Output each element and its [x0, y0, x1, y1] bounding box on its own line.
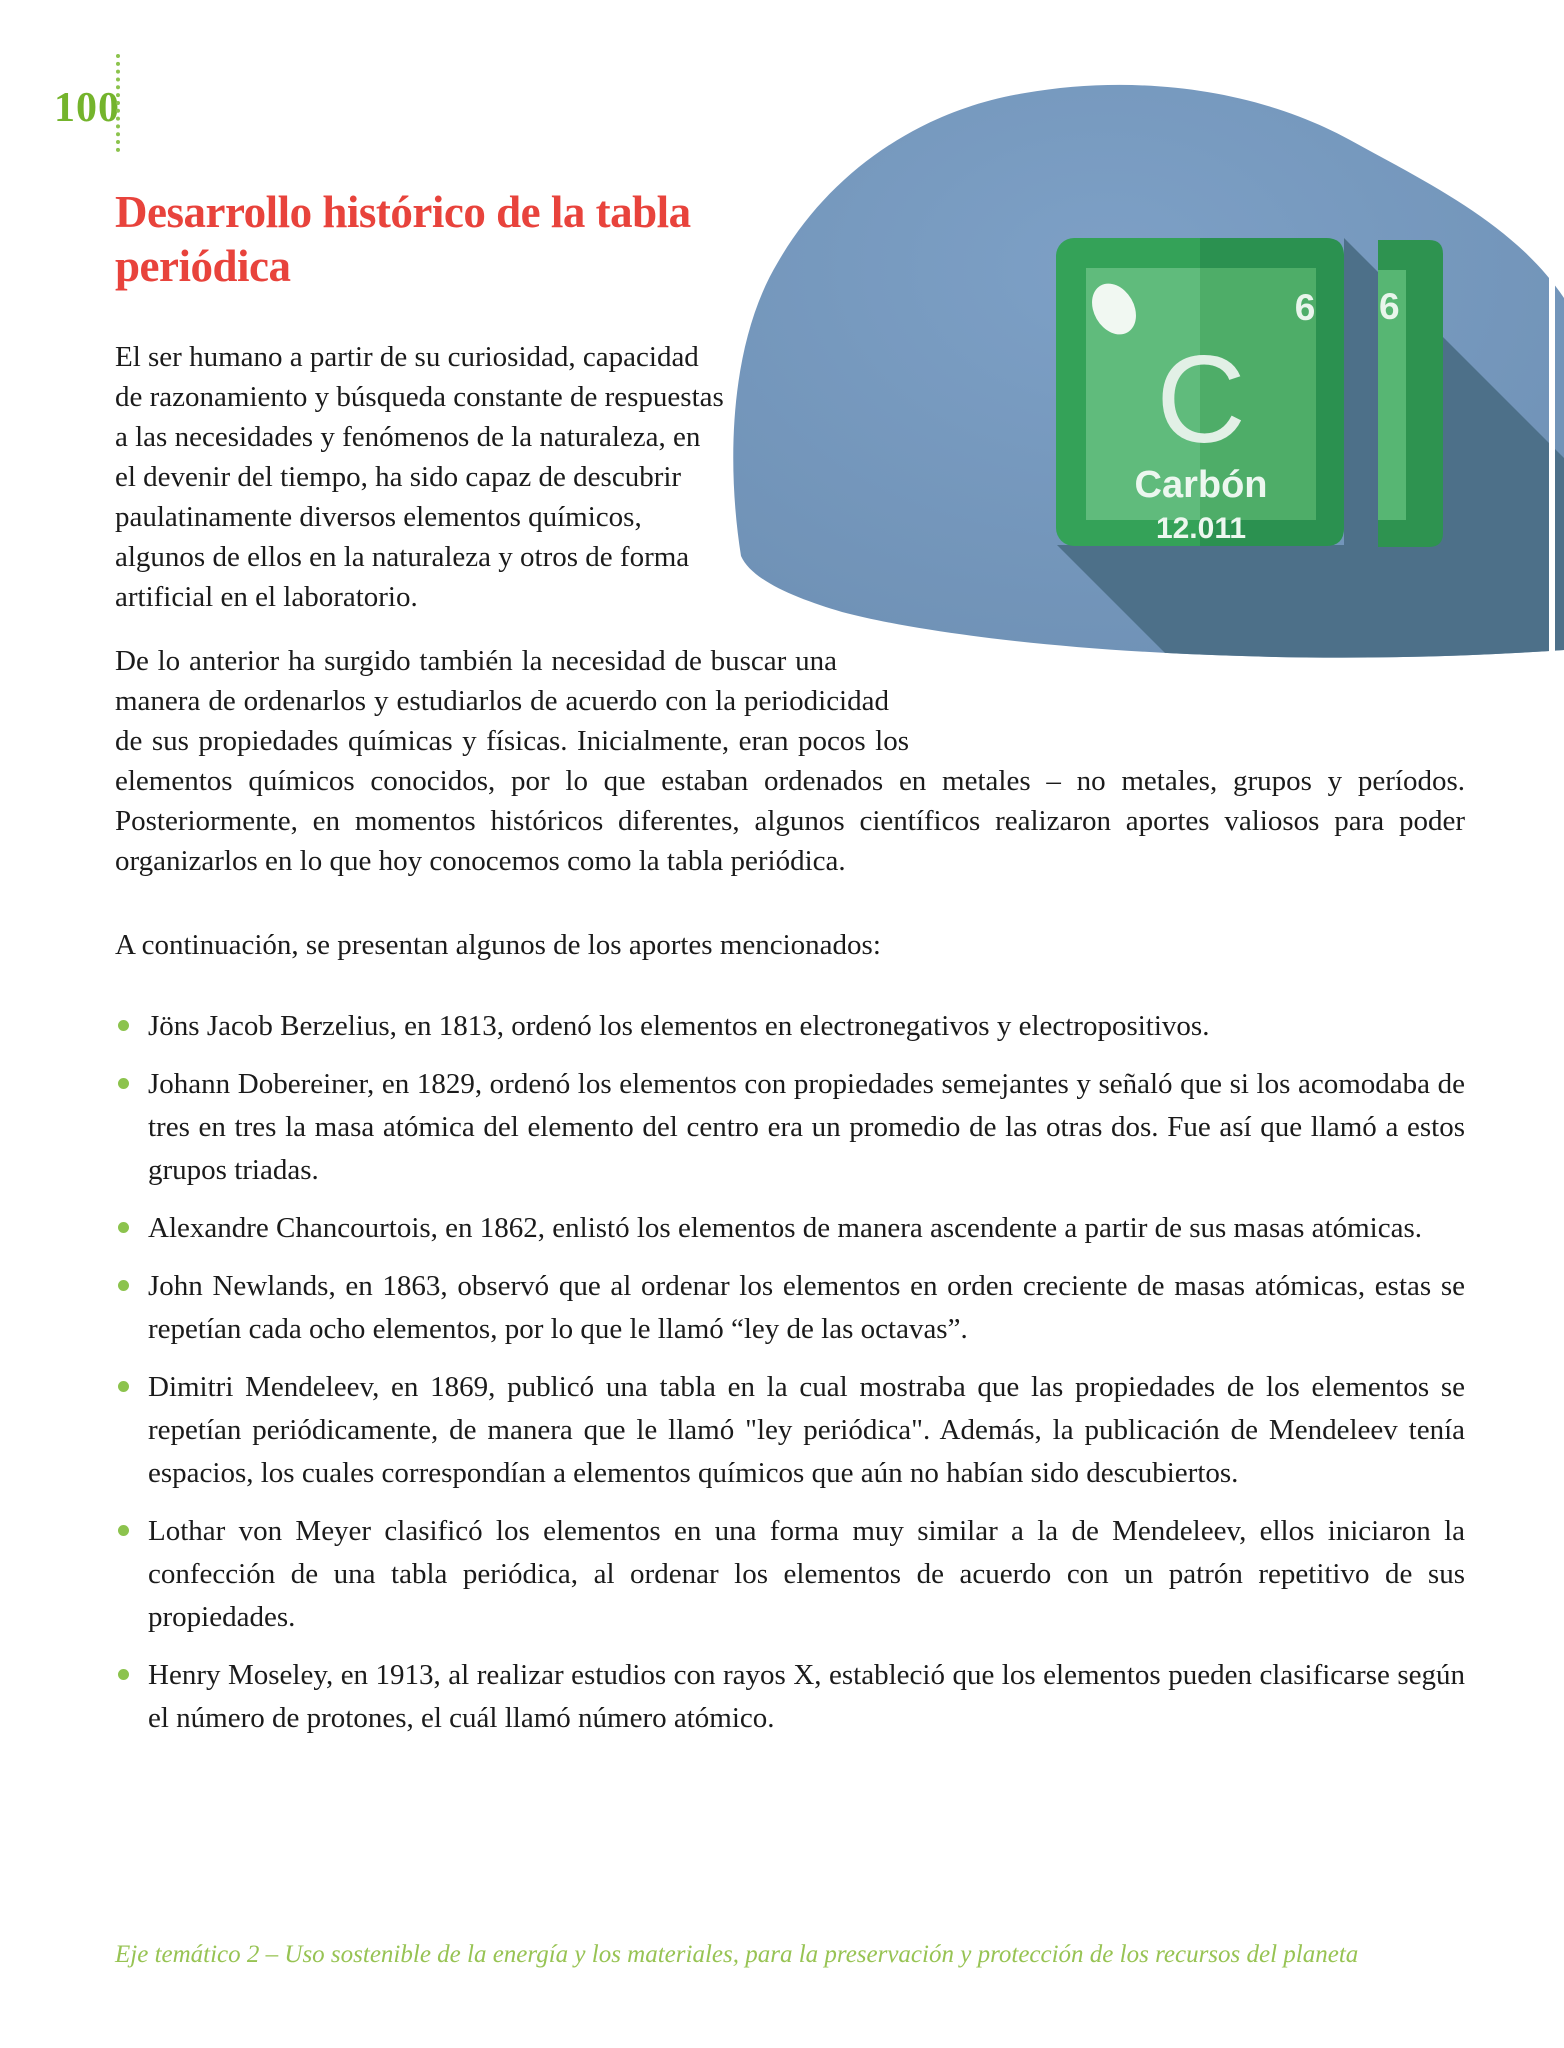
- element-symbol: C: [1156, 331, 1246, 469]
- atomic-number: 6: [1294, 287, 1316, 328]
- page-title-line1: Desarrollo histórico de la tabla: [115, 187, 691, 237]
- partial-atomic-number: 6: [1379, 286, 1400, 327]
- list-item-text: Lothar von Meyer clasificó los elementos en una forma muy similar a la de Mendeleev, ellos iniciaron la confección de una tabla periódica, al ordenar los elementos de acuerdo con un patrón repetitivo de sus propiedades.: [148, 1515, 1465, 1633]
- bullet-icon: [118, 1280, 129, 1291]
- list-item: [115, 1005, 1465, 1048]
- list-item: [115, 1265, 1465, 1351]
- footer-theme-text: Eje temático 2 – Uso sostenible de la energía y los materiales, para la preservación y protección de los recursos del planeta: [115, 1941, 1359, 1968]
- text-wrap-spacer: [725, 337, 1465, 577]
- list-item-text: John Newlands, en 1863, observó que al ordenar los elementos en orden creciente de masas atómicas, estas se repetían cada ocho elementos, por lo que le llamó “ley de las octavas”.: [148, 1270, 1465, 1345]
- page-title-line2: periódica: [115, 241, 291, 291]
- paragraph-intro: El ser humano a partir de su curiosidad, capacidad de razonamiento y búsqueda constante de respuestas a las necesidades y fenómenos de la naturaleza, en el devenir del tiempo, ha sido capaz de descubrir paulatinamente diversos elementos químicos, algunos de ellos en la naturaleza y otros de forma artificial en el laboratorio.: [115, 341, 724, 613]
- list-item-text: Dimitri Mendeleev, en 1869, publicó una tabla en la cual mostraba que las propiedades de los elementos se repetían periódicamente, de manera que le llamó "ley periódica". Además, la publicación de Mendeleev tenía espacios, los cuales correspondían a elementos químicos que aún no habían sido descubiertos.: [148, 1371, 1465, 1489]
- bullet-icon: [118, 1669, 129, 1680]
- list-item: [115, 1207, 1465, 1250]
- list-item: [115, 1366, 1465, 1495]
- list-item-text: Henry Moseley, en 1913, al realizar estudios con rayos X, estableció que los elementos pueden clasificarse según el número de protones, el cuál llamó número atómico.: [148, 1659, 1465, 1734]
- dotted-divider-line: [116, 54, 120, 152]
- element-name: Carbón: [1134, 464, 1268, 506]
- list-item: [115, 1063, 1465, 1192]
- list-item-text: Jöns Jacob Berzelius, en 1813, ordenó los elementos en electronegativos y electropositivos.: [148, 1010, 1210, 1042]
- text-wrap-spacer: [889, 657, 1465, 699]
- white-divider-line: [1549, 220, 1555, 668]
- page-title: [115, 185, 1465, 293]
- element-mass: 12.011: [1155, 512, 1247, 545]
- bullet-icon: [118, 1078, 129, 1089]
- bullet-icon: [118, 1222, 129, 1233]
- bullet-icon: [118, 1525, 129, 1536]
- paragraph-ordering: De lo anterior ha surgido también la necesidad de buscar una manera de ordenarlos y estudiarlos de acuerdo con la periodicidad de sus propiedades químicas y físicas. Inicialmente, eran pocos los elementos químicos conocidos, por lo que estaban ordenados en metales – no metales, grupos y períodos. Posteriormente, en momentos históricos diferentes, algunos científicos realizaron aportes valiosos para poder organizarlos en lo que hoy conocemos como la tabla periódica.: [115, 645, 1465, 877]
- main-content: [115, 185, 1465, 1755]
- contributions-list: [115, 1005, 1465, 1740]
- bullet-icon: [118, 1381, 129, 1392]
- text-wrap-spacer: [909, 699, 1465, 741]
- list-item-text: Alexandre Chancourtois, en 1862, enlistó los elementos de manera ascendente a partir de sus masas atómicas.: [148, 1212, 1422, 1244]
- paragraph-lead-in: A continuación, se presentan algunos de los aportes mencionados:: [115, 929, 881, 961]
- list-item-text: Johann Dobereiner, en 1829, ordenó los elementos con propiedades semejantes y señaló que si los acomodaba de tres en tres la masa atómica del elemento del centro era un promedio de las otras dos. Fue así que llamó a estos grupos triadas.: [148, 1068, 1465, 1186]
- page-number: 100: [54, 85, 120, 131]
- list-item: [115, 1510, 1465, 1639]
- bullet-icon: [118, 1020, 129, 1031]
- list-item: [115, 1654, 1465, 1740]
- text-wrap-spacer: [837, 577, 1465, 657]
